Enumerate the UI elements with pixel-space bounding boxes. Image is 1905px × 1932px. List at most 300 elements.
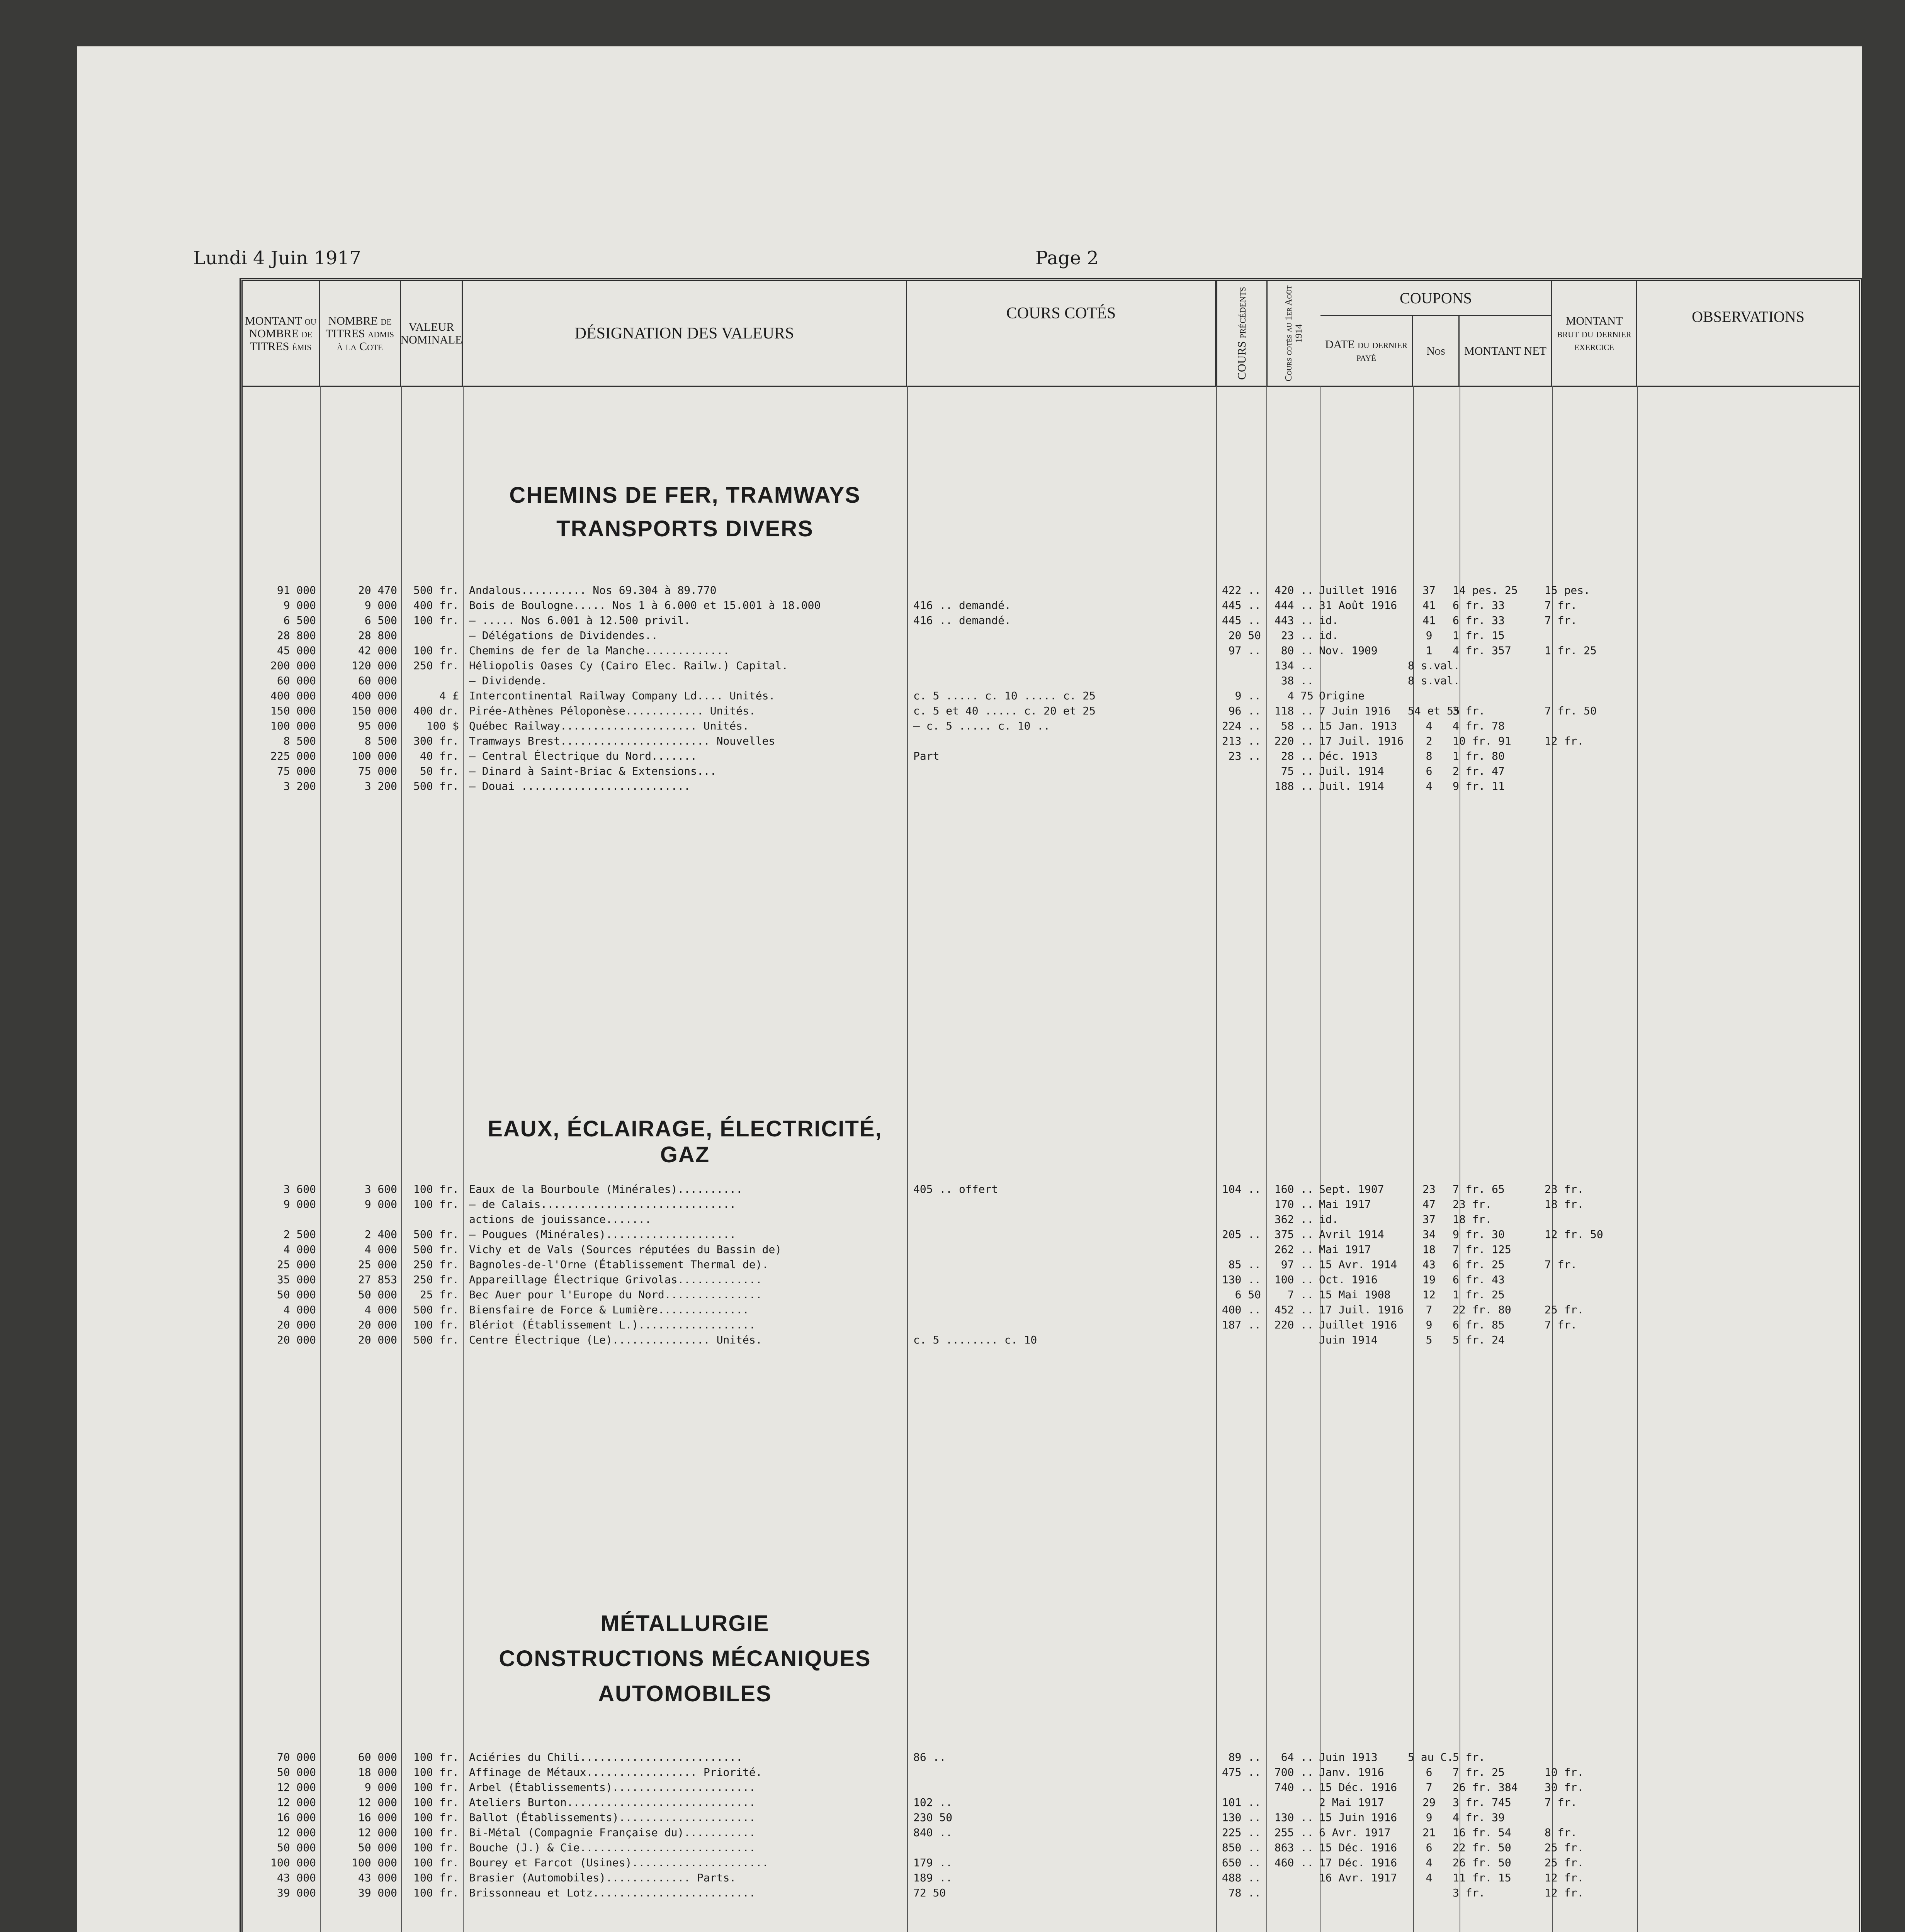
cell-date-coupon: Sept. 1907 xyxy=(1319,1183,1384,1196)
quotation-table xyxy=(240,278,1862,1932)
cell-montant-brut xyxy=(1541,1242,1622,1257)
cell-nombre: 18 000 xyxy=(358,1766,397,1779)
cell-cours-aout: 170 .. xyxy=(1274,1198,1314,1211)
cell-cours-aout: 255 .. xyxy=(1274,1826,1314,1839)
cell-montant-net: 5 fr. 24 xyxy=(1453,1333,1505,1346)
cell-valeur: 100 fr. xyxy=(413,1766,459,1779)
section-title-eaux: EAUX, ÉCLAIRAGE, ÉLECTRICITÉ, GAZ xyxy=(488,1116,882,1167)
cell-montant: 91 000 xyxy=(277,584,316,597)
cell-cours-aout: 4 75 xyxy=(1287,689,1314,702)
section-title-line: CONSTRUCTIONS MÉCANIQUES xyxy=(499,1646,871,1671)
cell-cours-cotes xyxy=(906,779,1215,794)
cell-cours-precedents xyxy=(1215,779,1263,794)
cell-valeur: 500 fr. xyxy=(413,1303,459,1316)
cell-date-coupon: Avril 1914 xyxy=(1319,1228,1384,1241)
cell-cours-cotes xyxy=(906,1302,1215,1317)
cell-date-coupon: 15 Avr. 1914 xyxy=(1319,1258,1397,1271)
table-row xyxy=(243,1197,1622,1212)
cell-cours-cotes xyxy=(906,1212,1215,1227)
cell-valeur: 100 fr. xyxy=(413,1826,459,1839)
cell-montant-brut: 12 fr. xyxy=(1545,1886,1584,1899)
cell-cours-cotes: 179 .. xyxy=(913,1856,953,1869)
cell-nombre: 4 000 xyxy=(364,1303,397,1316)
cell-montant: 2 500 xyxy=(283,1228,316,1241)
cell-montant: 12 000 xyxy=(277,1796,316,1809)
cell-montant-brut: 10 fr. xyxy=(1545,1766,1584,1779)
cell-cours-precedents xyxy=(1215,1332,1263,1347)
cell-cours-aout: 700 .. xyxy=(1274,1766,1314,1779)
cell-montant-brut: 12 fr. xyxy=(1545,735,1584,747)
cell-montant: 4 000 xyxy=(283,1303,316,1316)
cell-date-coupon: Juillet 1916 xyxy=(1319,1318,1397,1331)
cell-cours-precedents: 225 .. xyxy=(1222,1826,1261,1839)
cell-numero-coupon: 6 xyxy=(1426,1766,1433,1779)
cell-cours-aout: 130 .. xyxy=(1274,1811,1314,1824)
cell-nombre: 20 470 xyxy=(358,584,397,597)
cell-nombre: 3 600 xyxy=(364,1183,397,1196)
cell-montant-brut xyxy=(1541,748,1622,764)
cell-cours-precedents: 445 .. xyxy=(1222,599,1261,612)
cell-montant-net: 22 fr. 80 xyxy=(1453,1303,1511,1316)
cell-designation: Aciéries du Chili......................... xyxy=(469,1751,743,1764)
cell-montant-brut: 7 fr. xyxy=(1545,599,1577,612)
cell-designation: actions de jouissance....... xyxy=(469,1213,652,1226)
cell-nombre: 12 000 xyxy=(358,1796,397,1809)
cell-valeur: 100 fr. xyxy=(413,1796,459,1809)
cell-montant: 50 000 xyxy=(277,1288,316,1301)
cell-designation: Appareillage Électrique Grivolas............. xyxy=(469,1273,762,1286)
cell-nombre: 4 000 xyxy=(364,1243,397,1256)
cell-cours-precedents xyxy=(1215,673,1263,688)
cell-numero-coupon xyxy=(1408,688,1450,703)
cell-numero-coupon: 4 xyxy=(1426,719,1433,732)
cell-cours-cotes: 230 50 xyxy=(913,1811,953,1824)
cell-designation: Ballot (Établissements)..................... xyxy=(469,1811,756,1824)
cell-cours-aout: 80 .. xyxy=(1281,644,1314,657)
cell-nombre xyxy=(320,1212,401,1227)
cell-valeur: 4 £ xyxy=(439,689,459,702)
table-row xyxy=(243,1780,1622,1795)
table-body-eaux xyxy=(243,1182,1622,1347)
cell-numero-coupon: 8 xyxy=(1426,750,1433,762)
table-row xyxy=(243,1317,1622,1332)
cell-cours-aout: 38 .. xyxy=(1281,674,1314,687)
cell-designation: Blériot (Établissement L.).................. xyxy=(469,1318,756,1331)
cell-nombre: 75 000 xyxy=(358,765,397,777)
cell-nombre: 100 000 xyxy=(351,1856,397,1869)
table-row xyxy=(243,673,1622,688)
page-number: Page 2 xyxy=(1035,247,1099,269)
cell-designation: Tramways Brest....................... Nouvelles xyxy=(469,735,775,747)
cell-cours-cotes xyxy=(906,583,1215,598)
table-row xyxy=(243,583,1622,598)
cell-nombre: 60 000 xyxy=(358,674,397,687)
table-row xyxy=(243,628,1622,643)
cell-designation: Vichy et de Vals (Sources réputées du Bassin de) xyxy=(469,1243,782,1256)
col-montant-header: MONTANT ou NOMBRE de TITRES émis xyxy=(243,281,320,386)
cell-montant: 50 000 xyxy=(277,1766,316,1779)
cell-montant-brut: 25 fr. xyxy=(1545,1303,1584,1316)
cell-montant-net: 7 fr. 125 xyxy=(1453,1243,1511,1256)
cell-designation: — ..... Nos 6.001 à 12.500 privil. xyxy=(469,614,691,627)
cell-cours-precedents: 9 .. xyxy=(1235,689,1261,702)
cell-designation: Affinage de Métaux................. Priorité. xyxy=(469,1766,762,1779)
cell-valeur: 50 fr. xyxy=(420,765,459,777)
cell-cours-aout: 375 .. xyxy=(1274,1228,1314,1241)
cell-montant-brut: 12 fr. 50 xyxy=(1545,1228,1603,1241)
cell-date-coupon: Mai 1917 xyxy=(1319,1198,1371,1211)
cell-cours-precedents xyxy=(1215,764,1263,779)
cell-cours-cotes xyxy=(906,1287,1215,1302)
cell-cours-cotes: 416 .. demandé. xyxy=(913,614,1011,627)
cell-cours-precedents: 224 .. xyxy=(1222,719,1261,732)
cell-montant: 25 000 xyxy=(277,1258,316,1271)
cell-designation: Eaux de la Bourboule (Minérales).......... xyxy=(469,1183,743,1196)
cell-designation: Intercontinental Railway Company Ld.... Unités. xyxy=(469,689,775,702)
cell-montant: 8 500 xyxy=(283,735,316,747)
table-row xyxy=(243,718,1622,733)
cell-valeur xyxy=(401,1212,463,1227)
cell-numero-coupon: 54 et 55 xyxy=(1408,704,1460,717)
cell-nombre: 3 200 xyxy=(364,780,397,793)
cell-numero-coupon: 6 xyxy=(1426,765,1433,777)
table-row xyxy=(243,1182,1622,1197)
cell-cours-precedents xyxy=(1215,658,1263,673)
cell-date-coupon: Janv. 1916 xyxy=(1319,1766,1384,1779)
cell-cours-cotes xyxy=(906,1272,1215,1287)
cell-montant: 3 600 xyxy=(283,1183,316,1196)
cell-cours-aout: 220 .. xyxy=(1274,735,1314,747)
cell-cours-aout: 188 .. xyxy=(1274,780,1314,793)
cell-montant-net: 9 fr. 11 xyxy=(1453,780,1505,793)
cell-nombre: 28 800 xyxy=(358,629,397,642)
cell-cours-cotes: 86 .. xyxy=(913,1751,946,1764)
cell-montant: 3 200 xyxy=(283,780,316,793)
table-row xyxy=(243,598,1622,613)
cell-cours-aout: 444 .. xyxy=(1274,599,1314,612)
cell-designation: — Central Électrique du Nord....... xyxy=(469,750,697,762)
cell-numero-coupon: 5 xyxy=(1426,1333,1433,1346)
cell-montant-brut: 15 pes. xyxy=(1545,584,1591,597)
cell-cours-aout xyxy=(1263,1795,1316,1810)
col-valeur-header: VALEUR NOMINALE xyxy=(401,281,463,386)
cell-nombre: 9 000 xyxy=(364,599,397,612)
cell-montant-net: 6 fr. 85 xyxy=(1453,1318,1505,1331)
cell-valeur: 250 fr. xyxy=(413,659,459,672)
cell-cours-precedents: 101 .. xyxy=(1222,1796,1261,1809)
table-row xyxy=(243,1840,1622,1855)
cell-date-coupon: Juil. 1914 xyxy=(1319,765,1384,777)
cell-date-coupon: id. xyxy=(1319,614,1339,627)
cell-nombre: 12 000 xyxy=(358,1826,397,1839)
table-row xyxy=(243,779,1622,794)
cell-cours-aout: 740 .. xyxy=(1274,1781,1314,1794)
cell-montant-net: 18 fr. xyxy=(1453,1213,1492,1226)
cell-date-coupon: 16 Avr. 1917 xyxy=(1319,1871,1397,1884)
cell-valeur: 250 fr. xyxy=(413,1273,459,1286)
cell-cours-aout: 460 .. xyxy=(1274,1856,1314,1869)
cell-cours-precedents: 20 50 xyxy=(1228,629,1261,642)
cell-numero-coupon: 8 s.val. xyxy=(1408,674,1460,687)
cell-valeur: 500 fr. xyxy=(413,1228,459,1241)
cell-cours-precedents: 650 .. xyxy=(1222,1856,1261,1869)
col-designation-header: DÉSIGNATION DES VALEURS xyxy=(463,281,907,386)
cell-cours-precedents: 96 .. xyxy=(1228,704,1261,717)
cell-montant: 60 000 xyxy=(277,674,316,687)
cell-nombre: 150 000 xyxy=(351,704,397,717)
cell-montant-net: 6 fr. 25 xyxy=(1453,1258,1505,1271)
cell-cours-cotes xyxy=(906,1780,1215,1795)
cell-montant-brut xyxy=(1541,764,1622,779)
cell-cours-cotes: c. 5 ..... c. 10 ..... c. 25 xyxy=(913,689,1096,702)
cell-valeur: 100 fr. xyxy=(413,1198,459,1211)
cell-montant-net: 1 fr. 80 xyxy=(1453,750,1505,762)
cell-cours-precedents: 130 .. xyxy=(1222,1273,1261,1286)
cell-cours-aout xyxy=(1263,1332,1316,1347)
cell-montant: 20 000 xyxy=(277,1333,316,1346)
cell-montant: 100 000 xyxy=(270,1856,316,1869)
cell-montant: 200 000 xyxy=(270,659,316,672)
cell-designation: Brasier (Automobiles)............. Parts. xyxy=(469,1871,736,1884)
table-body-metallurgie xyxy=(243,1750,1622,1900)
cell-numero-coupon: 9 xyxy=(1426,629,1433,642)
section-title-chemins xyxy=(463,482,907,542)
cell-montant-brut: 7 fr. xyxy=(1545,1318,1577,1331)
cell-numero-coupon: 1 xyxy=(1426,644,1433,657)
cell-valeur: 500 fr. xyxy=(413,1333,459,1346)
cell-cours-cotes xyxy=(906,733,1215,748)
cell-nombre: 8 500 xyxy=(364,735,397,747)
cell-cours-cotes: Part xyxy=(913,750,940,762)
cell-nombre: 16 000 xyxy=(358,1811,397,1824)
cell-nombre: 2 400 xyxy=(364,1228,397,1241)
cell-numero-coupon: 43 xyxy=(1422,1258,1436,1271)
cell-montant-brut xyxy=(1541,1287,1622,1302)
cell-date-coupon: 6 Avr. 1917 xyxy=(1319,1826,1391,1839)
cell-montant-brut: 7 fr. xyxy=(1545,614,1577,627)
cell-date-coupon: Juil. 1914 xyxy=(1319,780,1384,793)
cell-cours-precedents: 104 .. xyxy=(1222,1183,1261,1196)
cell-montant-brut xyxy=(1541,718,1622,733)
cell-nombre: 50 000 xyxy=(358,1841,397,1854)
table-row xyxy=(243,1885,1622,1900)
col-date-header: DATE du dernier payé xyxy=(1320,316,1413,386)
cell-cours-cotes: 416 .. demandé. xyxy=(913,599,1011,612)
cell-cours-cotes xyxy=(906,1242,1215,1257)
cell-date-coupon xyxy=(1316,658,1408,673)
table-row xyxy=(243,613,1622,628)
col-divider xyxy=(1637,386,1638,1932)
cell-nombre: 95 000 xyxy=(358,719,397,732)
cell-cours-precedents: 475 .. xyxy=(1222,1766,1261,1779)
cell-montant-net: 6 fr. 43 xyxy=(1453,1273,1505,1286)
cell-designation: Bi-Métal (Compagnie Française du)........... xyxy=(469,1826,756,1839)
cell-valeur: 100 fr. xyxy=(413,1871,459,1884)
cell-date-coupon: 17 Juil. 1916 xyxy=(1319,1303,1404,1316)
cell-numero-coupon: 18 xyxy=(1422,1243,1436,1256)
cell-valeur xyxy=(401,628,463,643)
cell-montant-brut: 25 fr. xyxy=(1545,1856,1584,1869)
cell-montant: 43 000 xyxy=(277,1871,316,1884)
cell-cours-aout: 443 .. xyxy=(1274,614,1314,627)
cell-designation: Pirée-Athènes Péloponèse............ Unités. xyxy=(469,704,756,717)
cell-numero-coupon: 34 xyxy=(1422,1228,1436,1241)
section-title-line: AUTOMOBILES xyxy=(598,1681,772,1706)
cell-cours-precedents: 445 .. xyxy=(1222,614,1261,627)
cell-numero-coupon: 4 xyxy=(1426,1856,1433,1869)
cell-designation: Andalous.......... Nos 69.304 à 89.770 xyxy=(469,584,717,597)
table-row xyxy=(243,1810,1622,1825)
cell-valeur xyxy=(401,673,463,688)
col-cours-precedents-header: COURS précédents xyxy=(1216,281,1266,386)
cell-cours-cotes xyxy=(906,673,1215,688)
cell-cours-aout: 220 .. xyxy=(1274,1318,1314,1331)
cell-montant-brut xyxy=(1541,673,1622,688)
cell-montant-brut xyxy=(1541,1810,1622,1825)
cell-montant: 16 000 xyxy=(277,1811,316,1824)
table-row xyxy=(243,703,1622,718)
cell-cours-precedents: 130 .. xyxy=(1222,1811,1261,1824)
cell-montant: 70 000 xyxy=(277,1751,316,1764)
cell-nombre: 42 000 xyxy=(358,644,397,657)
cell-valeur: 100 fr. xyxy=(413,1781,459,1794)
cell-montant-net: 6 fr. 33 xyxy=(1453,614,1505,627)
cell-nombre: 400 000 xyxy=(351,689,397,702)
cell-montant: 39 000 xyxy=(277,1886,316,1899)
header-rule xyxy=(243,386,1859,387)
cell-date-coupon: 2 Mai 1917 xyxy=(1319,1796,1384,1809)
cell-montant-brut xyxy=(1541,1332,1622,1347)
table-row xyxy=(243,1212,1622,1227)
cell-montant-net: 1 fr. 25 xyxy=(1453,1288,1505,1301)
cell-designation: Bagnoles-de-l'Orne (Établissement Thermal de). xyxy=(469,1258,769,1271)
cell-cours-aout: 362 .. xyxy=(1274,1213,1314,1226)
cell-date-coupon: Nov. 1909 xyxy=(1319,644,1378,657)
table-row xyxy=(243,1257,1622,1272)
cell-cours-cotes: — c. 5 ..... c. 10 .. xyxy=(913,719,1057,732)
cell-numero-coupon: 9 xyxy=(1426,1811,1433,1824)
cell-cours-precedents xyxy=(1215,1212,1263,1227)
col-cours-cotes-header: COURS COTÉS xyxy=(907,281,1216,386)
cell-montant: 12 000 xyxy=(277,1781,316,1794)
cell-nombre: 60 000 xyxy=(358,1751,397,1764)
cell-valeur: 100 fr. xyxy=(413,1811,459,1824)
section-title-line: MÉTALLURGIE xyxy=(600,1611,770,1636)
cell-montant-net: 4 fr. 78 xyxy=(1453,719,1505,732)
cell-montant: 9 000 xyxy=(283,1198,316,1211)
cell-valeur: 300 fr. xyxy=(413,735,459,747)
cell-date-coupon: Juillet 1916 xyxy=(1319,584,1397,597)
cell-montant: 28 800 xyxy=(277,629,316,642)
cell-cours-aout: 452 .. xyxy=(1274,1303,1314,1316)
cell-numero-coupon: 4 xyxy=(1426,780,1433,793)
cell-cours-precedents: 187 .. xyxy=(1222,1318,1261,1331)
cell-numero-coupon: 21 xyxy=(1422,1826,1436,1839)
cell-date-coupon: id. xyxy=(1319,1213,1339,1226)
cell-cours-precedents: 205 .. xyxy=(1222,1228,1261,1241)
table-body-chemins xyxy=(243,583,1622,794)
cell-cours-aout: 75 .. xyxy=(1281,765,1314,777)
cell-montant-brut: 18 fr. xyxy=(1545,1198,1584,1211)
cell-montant: 225 000 xyxy=(270,750,316,762)
cell-cours-precedents xyxy=(1215,1197,1263,1212)
cell-date-coupon: Origine xyxy=(1319,689,1365,702)
cell-numero-coupon: 4 xyxy=(1426,1871,1433,1884)
cell-montant xyxy=(243,1212,320,1227)
cell-date-coupon xyxy=(1316,1885,1408,1900)
cell-cours-cotes xyxy=(906,1257,1215,1272)
table-row xyxy=(243,1287,1622,1302)
cell-valeur: 500 fr. xyxy=(413,780,459,793)
cell-montant-net: 3 fr. xyxy=(1453,704,1485,717)
cell-valeur: 400 dr. xyxy=(413,704,459,717)
cell-montant: 50 000 xyxy=(277,1841,316,1854)
cell-nombre: 9 000 xyxy=(364,1198,397,1211)
cell-cours-aout: 160 .. xyxy=(1274,1183,1314,1196)
cell-date-coupon: 15 Mai 1908 xyxy=(1319,1288,1391,1301)
cell-montant-brut: 23 fr. xyxy=(1545,1183,1584,1196)
cell-numero-coupon: 6 xyxy=(1426,1841,1433,1854)
cell-numero-coupon: 37 xyxy=(1422,1213,1436,1226)
cell-valeur: 100 fr. xyxy=(413,1856,459,1869)
cell-montant-net: 14 pes. 25 xyxy=(1453,584,1518,597)
cell-numero-coupon: 23 xyxy=(1422,1183,1436,1196)
cell-montant-net: 7 fr. 25 xyxy=(1453,1766,1505,1779)
cell-cours-cotes xyxy=(906,1765,1215,1780)
cell-montant-net: 7 fr. 65 xyxy=(1453,1183,1505,1196)
cell-valeur: 400 fr. xyxy=(413,599,459,612)
cell-cours-precedents: 97 .. xyxy=(1228,644,1261,657)
table-row xyxy=(243,1825,1622,1840)
cell-designation: — de Calais.............................. xyxy=(469,1198,736,1211)
cell-montant-net xyxy=(1450,673,1541,688)
cell-cours-cotes xyxy=(906,658,1215,673)
cell-montant-net: 1 fr. 15 xyxy=(1453,629,1505,642)
cell-montant-net: 4 fr. 357 xyxy=(1453,644,1511,657)
cell-valeur: 100 fr. xyxy=(413,1318,459,1331)
cell-montant-net: 22 fr. 50 xyxy=(1453,1841,1511,1854)
cell-cours-precedents: 23 .. xyxy=(1228,750,1261,762)
cell-valeur: 100 fr. xyxy=(413,644,459,657)
cell-numero-coupon: 19 xyxy=(1422,1273,1436,1286)
cell-cours-cotes xyxy=(906,1197,1215,1212)
cell-montant-net xyxy=(1450,688,1541,703)
cell-nombre: 6 500 xyxy=(364,614,397,627)
cell-nombre: 9 000 xyxy=(364,1781,397,1794)
cell-valeur: 500 fr. xyxy=(413,584,459,597)
table-row xyxy=(243,1332,1622,1347)
col-cours-aout-header: Cours cotés au 1er Août 1914 xyxy=(1266,281,1320,386)
cell-montant-net: 26 fr. 50 xyxy=(1453,1856,1511,1869)
cell-date-coupon xyxy=(1316,673,1408,688)
cell-montant: 35 000 xyxy=(277,1273,316,1286)
cell-montant-net: 11 fr. 15 xyxy=(1453,1871,1511,1884)
cell-cours-cotes xyxy=(906,628,1215,643)
cell-valeur: 100 $ xyxy=(426,719,459,732)
cell-cours-aout: 420 .. xyxy=(1274,584,1314,597)
cell-montant-net: 16 fr. 54 xyxy=(1453,1826,1511,1839)
cell-designation: Biensfaire de Force & Lumière.............. xyxy=(469,1303,749,1316)
cell-montant: 9 000 xyxy=(283,599,316,612)
cell-numero-coupon: 37 xyxy=(1422,584,1436,597)
cell-cours-precedents xyxy=(1215,1242,1263,1257)
col-montant-net-header: MONTANT NET xyxy=(1460,316,1552,386)
cell-montant-brut: 25 fr. xyxy=(1545,1841,1584,1854)
cell-montant-brut xyxy=(1541,1212,1622,1227)
cell-date-coupon: 15 Jan. 1913 xyxy=(1319,719,1397,732)
cell-designation: Brissonneau et Lotz......................... xyxy=(469,1886,756,1899)
cell-cours-aout: 97 .. xyxy=(1281,1258,1314,1271)
